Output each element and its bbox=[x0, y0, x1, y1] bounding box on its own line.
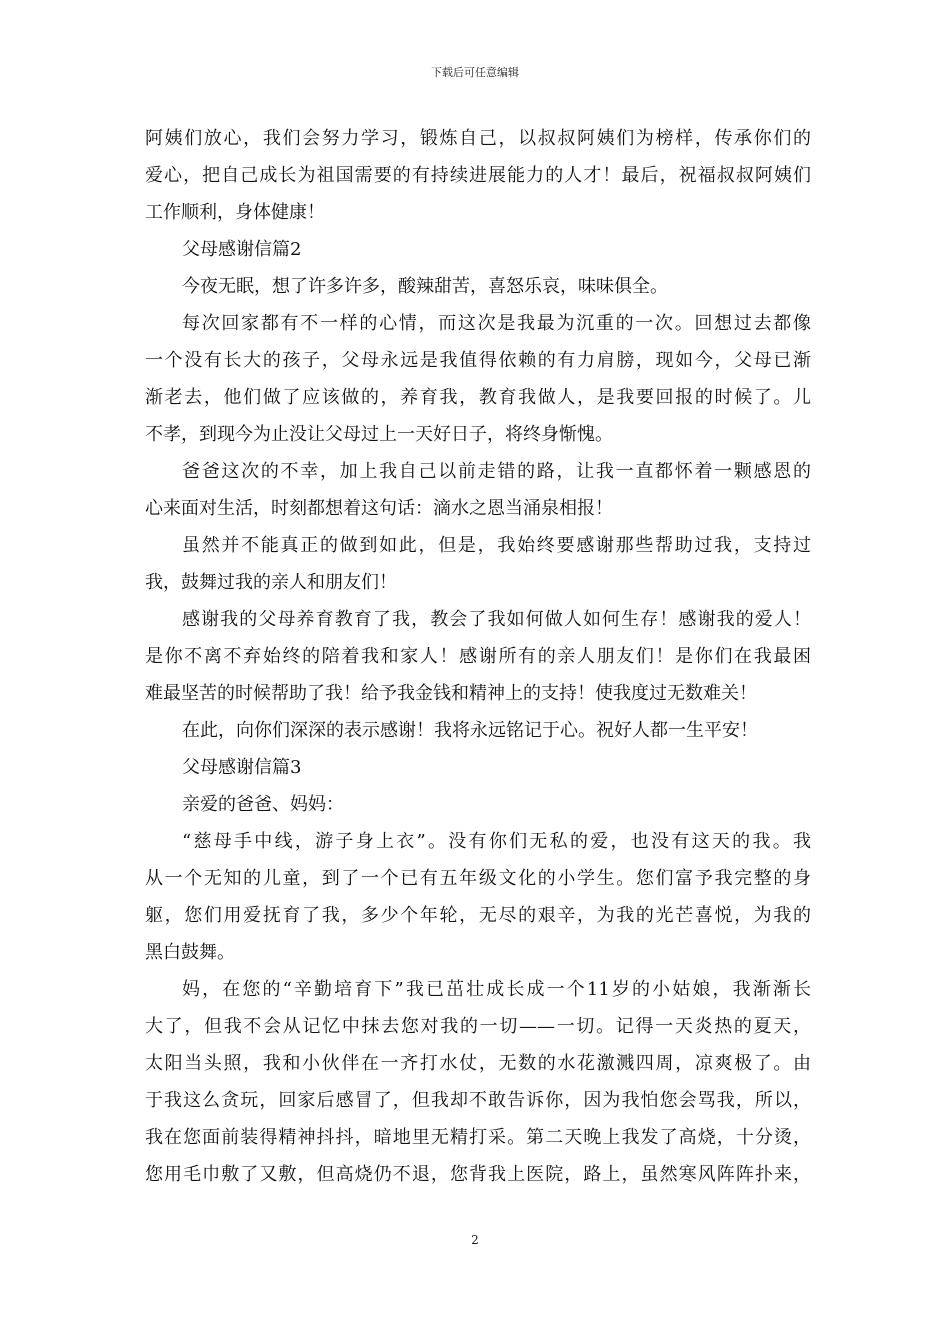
text-line: 我在您面前装得精神抖抖，暗地里无精打采。第二天晚上我发了高烧，十分烫， bbox=[145, 1127, 811, 1148]
text-line: 工作顺利，身体健康！ bbox=[145, 202, 325, 223]
text-line: 阿姨们放心，我们会努力学习，锻炼自己，以叔叔阿姨们为榜样，传承你们的 bbox=[145, 128, 811, 149]
text-line: 妈，在您的“辛勤培育下”我已茁壮成长成一个11岁的小姑娘，我渐渐长 bbox=[182, 979, 811, 1000]
text-line: 父母感谢信篇3 bbox=[182, 757, 302, 778]
text-line: 躯，您们用爱抚育了我，多少个年轮，无尽的艰辛，为我的光芒喜悦，为我的 bbox=[145, 905, 811, 926]
page-number: 2 bbox=[471, 1233, 479, 1247]
text-line: 太阳当头照，我和小伙伴在一齐打水仗，无数的水花激溅四周，凉爽极了。由 bbox=[145, 1053, 811, 1074]
text-line: 每次回家都有不一样的心情，而这次是我最为沉重的一次。回想过去都像 bbox=[182, 313, 811, 334]
text-line: 难最坚苦的时候帮助了我！给予我金钱和精神上的支持！使我度过无数难关！ bbox=[145, 683, 757, 704]
text-line: 从一个无知的儿童，到了一个已有五年级文化的小学生。您们富予我完整的身 bbox=[145, 868, 811, 889]
text-line: 渐老去，他们做了应该做的，养育我，教育我做人，是我要回报的时候了。儿 bbox=[145, 387, 811, 408]
text-line: 今夜无眠，想了许多许多，酸辣甜苦，喜怒乐哀，味味俱全。 bbox=[182, 276, 668, 297]
document-body bbox=[145, 120, 811, 1193]
text-line: 爸爸这次的不幸，加上我自己以前走错的路，让我一直都怀着一颗感恩的 bbox=[182, 461, 811, 482]
text-line: 黑白鼓舞。 bbox=[145, 942, 235, 963]
text-line: 于我这么贪玩，回家后感冒了，但我却不敢告诉你，因为我怕您会骂我，所以， bbox=[145, 1090, 811, 1111]
text-line: 不孝，到现今为止没让父母过上一天好日子，将终身惭愧。 bbox=[145, 424, 613, 445]
text-line: 感谢我的父母养育教育了我，教会了我如何做人如何生存！感谢我的爱人！ bbox=[182, 609, 811, 630]
text-line: 父母感谢信篇2 bbox=[182, 239, 302, 260]
text-line: 在此，向你们深深的表示感谢！我将永远铭记于心。祝好人都一生平安！ bbox=[182, 720, 758, 741]
text-line: 爱心，把自己成长为祖国需要的有持续进展能力的人才！最后，祝福叔叔阿姨们 bbox=[145, 165, 811, 186]
text-line: 一个没有长大的孩子，父母永远是我值得依赖的有力肩膀，现如今，父母已渐 bbox=[145, 350, 811, 371]
page-header: 下载后可任意编辑 bbox=[431, 66, 519, 79]
text-line: 亲爱的爸爸、妈妈： bbox=[182, 794, 344, 815]
text-line: 我，鼓舞过我的亲人和朋友们！ bbox=[145, 572, 397, 593]
text-line: 虽然并不能真正的做到如此，但是，我始终要感谢那些帮助过我，支持过 bbox=[182, 535, 811, 556]
text-line: 大了，但我不会从记忆中抹去您对我的一切——一切。记得一天炎热的夏天， bbox=[145, 1016, 811, 1037]
text-line: 是你不离不弃始终的陪着我和家人！感谢所有的亲人朋友们！是你们在我最困 bbox=[145, 646, 811, 667]
text-line: 您用毛巾敷了又敷，但高烧仍不退，您背我上医院，路上，虽然寒风阵阵扑来， bbox=[145, 1164, 811, 1185]
text-line: “慈母手中线，游子身上衣”。没有你们无私的爱，也没有这天的我。我 bbox=[182, 831, 811, 852]
text-line: 心来面对生活，时刻都想着这句话：滴水之恩当涌泉相报！ bbox=[145, 498, 613, 519]
